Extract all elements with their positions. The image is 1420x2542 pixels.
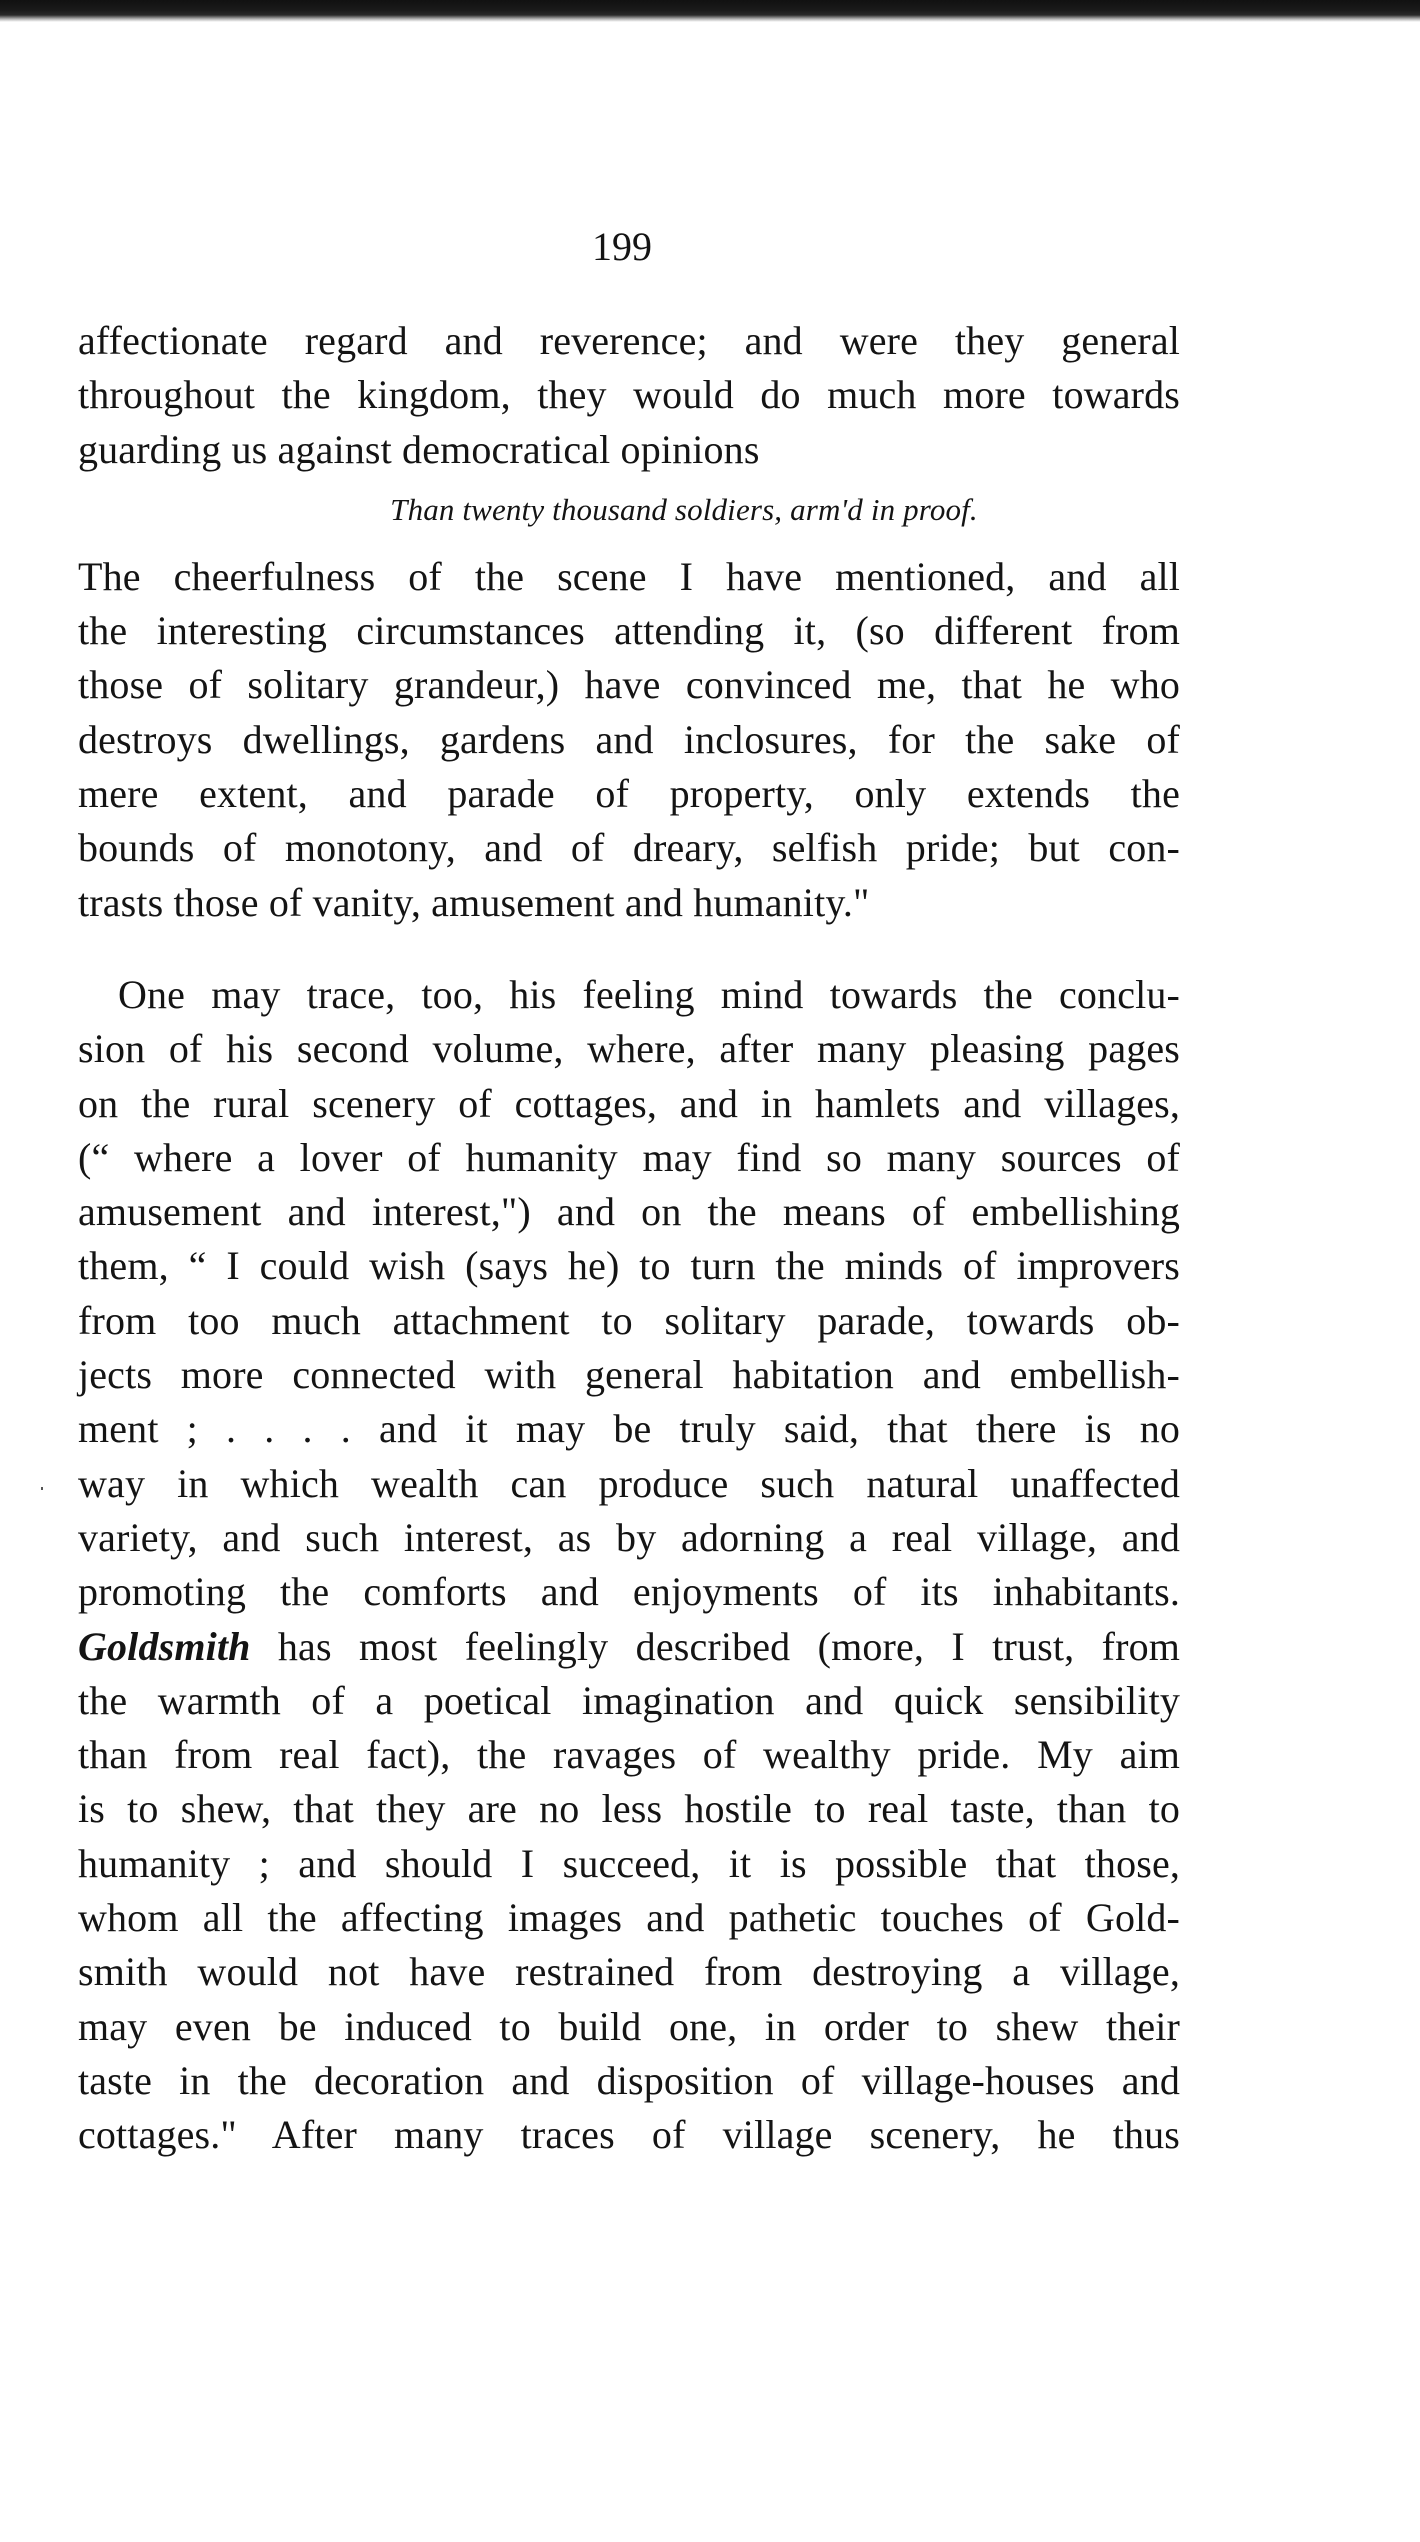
text-line: taste in the decoration and disposition of village-houses and — [78, 2057, 1180, 2103]
text-line: the interesting circumstances attending it, (so different from — [78, 608, 1180, 654]
text-line: The cheerfulness of the scene I have mentioned, and all — [78, 553, 1180, 599]
text-line: variety, and such interest, as by adorning a real village, and — [78, 1514, 1180, 1560]
text-line: whom all the affecting images and pathetic touches of Gold- — [78, 1895, 1180, 1941]
text-line: smith would not have restrained from destroying a village, — [78, 1949, 1180, 1995]
emphasis-name: Goldsmith — [78, 1623, 251, 1669]
text-line: the warmth of a poetical imagination and quick sensibility — [78, 1677, 1180, 1723]
text-line: than from real fact), the ravages of wealthy pride. My aim — [78, 1732, 1180, 1778]
text-line: is to shew, that they are no less hostile to real taste, than to — [78, 1786, 1180, 1832]
text-line: those of solitary grandeur,) have convinced me, that he who — [78, 662, 1180, 708]
text-line: amusement and interest,") and on the means of embellishing — [78, 1189, 1180, 1235]
text-line: destroys dwellings, gardens and inclosures, for the sake of — [78, 716, 1180, 762]
margin-mark — [41, 1487, 43, 1490]
text-line: may even be induced to build one, in order to shew their — [78, 2003, 1180, 2049]
verse-quotation: Than twenty thousand soldiers, arm'd in proof. — [390, 491, 978, 527]
text-line: ment ; . . . . and it may be truly said, that there is no — [78, 1406, 1180, 1452]
text-line: bounds of monotony, and of dreary, selfish pride; but con- — [78, 825, 1180, 871]
text-line: from too much attachment to solitary parade, towards ob- — [78, 1297, 1180, 1343]
page-top-edge — [0, 0, 1420, 22]
paragraph-gap — [78, 930, 1180, 968]
text-line: affectionate regard and reverence; and were they general — [78, 318, 1180, 363]
text-line: trasts those of vanity, amusement and humanity." — [78, 879, 870, 925]
text-line: jects more connected with general habitation and embellish- — [78, 1352, 1180, 1398]
paragraph-trace — [78, 968, 1180, 2163]
text-column — [78, 314, 1180, 2163]
paragraph-continuation — [78, 314, 1180, 477]
text-line: sion of his second volume, where, after many pleasing pages — [78, 1026, 1180, 1072]
text-line: throughout the kingdom, they would do much more towards — [78, 372, 1180, 418]
text-line-remainder: has most feelingly described (more, I trust, from — [277, 1623, 1180, 1669]
text-line: mere extent, and parade of property, only extends the — [78, 771, 1180, 817]
text-line: humanity ; and should I succeed, it is possible that those, — [78, 1840, 1180, 1886]
text-line: way in which wealth can produce such natural unaffected — [78, 1460, 1180, 1506]
page-number: 199 — [592, 224, 652, 269]
text-line: on the rural scenery of cottages, and in hamlets and villages, — [78, 1080, 1180, 1126]
text-line: One may trace, too, his feeling mind towards the conclu- — [118, 971, 1180, 1017]
paragraph-cheerfulness — [78, 550, 1180, 930]
text-line-with-emphasis — [78, 1620, 1180, 1674]
text-line: promoting the comforts and enjoyments of its inhabitants. — [78, 1569, 1180, 1615]
text-line: them, “ I could wish (says he) to turn the minds of improvers — [78, 1243, 1180, 1289]
text-line: guarding us against democratical opinions — [78, 426, 760, 472]
text-line: cottages." After many traces of village scenery, he thus — [78, 2112, 1180, 2158]
text-line: (“ where a lover of humanity may find so many sources of — [78, 1134, 1180, 1180]
